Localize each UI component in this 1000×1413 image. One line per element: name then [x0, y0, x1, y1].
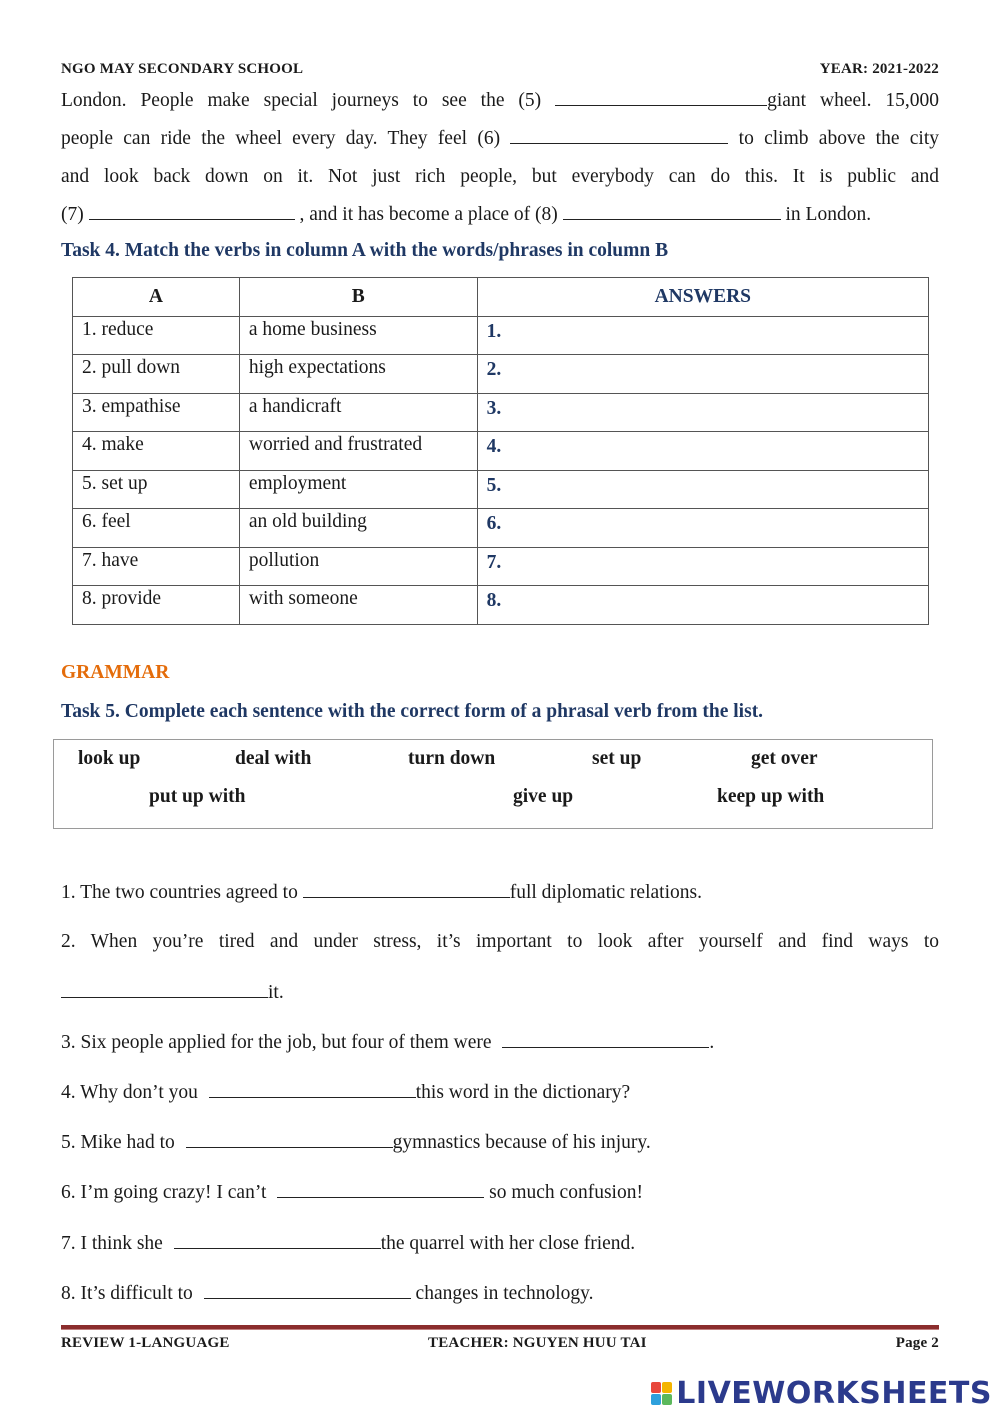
answer-blank[interactable]: [209, 1081, 416, 1098]
page-number: Page 2: [895, 1335, 939, 1351]
sentence-text: the quarrel with her close friend.: [380, 1233, 636, 1254]
answer-blank[interactable]: [174, 1232, 381, 1249]
answer-blank[interactable]: [502, 1031, 709, 1048]
sentence-text: so much confusion!: [484, 1182, 643, 1203]
school-name: NGO MAY SECONDARY SCHOOL: [61, 61, 304, 77]
phrase-cell: with someone: [239, 586, 477, 625]
sentence-4: [61, 1081, 630, 1104]
sentence-text: 5. Mike had to: [61, 1132, 180, 1153]
phrase-cell: high expectations: [239, 355, 477, 394]
answer-cell[interactable]: 4.: [477, 432, 928, 471]
sentence-text: 8. It’s difficult to: [61, 1283, 198, 1304]
passage-line: [61, 120, 939, 158]
word-bank-item: put up with: [149, 786, 246, 807]
verb-cell: 7. have: [73, 547, 240, 586]
blank-6[interactable]: [510, 127, 728, 144]
table-row: [73, 547, 929, 586]
sentence-text: 4. Why don’t you: [61, 1082, 203, 1103]
sentence-3: [61, 1031, 714, 1054]
verb-cell: 6. feel: [73, 509, 240, 548]
sentence-text: 1. The two countries agreed to: [61, 882, 303, 903]
sentence-1: [61, 881, 702, 904]
sentence-6: [61, 1181, 643, 1204]
school-year: YEAR: 2021-2022: [819, 61, 939, 77]
blank-5[interactable]: [555, 89, 767, 106]
answer-blank[interactable]: [61, 981, 268, 998]
sentence-text: changes in technology.: [410, 1283, 594, 1304]
answer-blank[interactable]: [204, 1282, 411, 1299]
answer-cell[interactable]: 3.: [477, 393, 928, 432]
matching-table: [72, 277, 929, 625]
word-bank-item: look up: [78, 748, 141, 769]
passage-line: [61, 82, 939, 120]
answers-header: ANSWERS: [477, 278, 928, 317]
passage-text: giant wheel. 15,000: [767, 90, 939, 111]
verb-cell: 2. pull down: [73, 355, 240, 394]
table-row: [73, 586, 929, 625]
phrase-cell: worried and frustrated: [239, 432, 477, 471]
column-b-header: B: [239, 278, 477, 317]
grammar-heading: GRAMMAR: [61, 662, 170, 683]
task4-title: Task 4. Match the verbs in column A with the words/phrases in column B: [61, 240, 669, 261]
sentence-text: 2. When you’re tired and under stress, it’s important to look after yourself and find ways to: [61, 931, 939, 952]
table-row: [73, 470, 929, 509]
answer-cell[interactable]: 6.: [477, 509, 928, 548]
phrase-cell: a home business: [239, 316, 477, 355]
sentence-text: .: [709, 1032, 715, 1053]
word-bank-item: turn down: [408, 748, 496, 769]
sentence-text: it.: [268, 982, 284, 1003]
sentence-text: 3. Six people applied for the job, but four of them were: [61, 1032, 497, 1053]
sentence-5: [61, 1131, 651, 1154]
table-row: [73, 432, 929, 471]
task5-title: Task 5. Complete each sentence with the correct form of a phrasal verb from the list.: [61, 701, 764, 722]
column-a-header: A: [73, 278, 240, 317]
word-bank-item: give up: [513, 786, 574, 807]
sentence-8: [61, 1282, 594, 1305]
footer-teacher: TEACHER: NGUYEN HUU TAI: [428, 1335, 647, 1351]
table-row: [73, 393, 929, 432]
verb-cell: 3. empathise: [73, 393, 240, 432]
answer-cell[interactable]: 2.: [477, 355, 928, 394]
table-row: [73, 316, 929, 355]
passage-text: to climb above the city: [728, 128, 939, 149]
word-bank-item: set up: [592, 748, 642, 769]
passage-text: , and it has become a place of (8): [294, 204, 563, 225]
blank-7[interactable]: [89, 203, 295, 220]
footer-divider: [61, 1325, 939, 1330]
word-bank: [53, 739, 933, 829]
liveworksheets-icon: [651, 1382, 673, 1406]
reading-passage: [61, 82, 939, 234]
word-bank-item: keep up with: [717, 786, 825, 807]
answer-blank[interactable]: [303, 881, 510, 898]
passage-text: and look back down on it. Not just rich people, but everybody can do this. It is public and: [61, 166, 939, 187]
answer-cell[interactable]: 7.: [477, 547, 928, 586]
answer-cell[interactable]: 5.: [477, 470, 928, 509]
passage-text: London. People make special journeys to see the (5): [61, 90, 556, 111]
passage-text: (7): [61, 204, 89, 225]
liveworksheets-logo[interactable]: [651, 1376, 992, 1411]
answer-blank[interactable]: [186, 1131, 393, 1148]
phrase-cell: a handicraft: [239, 393, 477, 432]
sentence-text: 7. I think she: [61, 1233, 168, 1254]
phrase-cell: employment: [239, 470, 477, 509]
answer-cell[interactable]: 8.: [477, 586, 928, 625]
verb-cell: 5. set up: [73, 470, 240, 509]
answer-cell[interactable]: 1.: [477, 316, 928, 355]
sentence-text: 6. I’m going crazy! I can’t: [61, 1182, 272, 1203]
answer-blank[interactable]: [277, 1181, 484, 1198]
footer-left: REVIEW 1-LANGUAGE: [61, 1335, 230, 1351]
table-row: [73, 355, 929, 394]
sentence-text: gymnastics because of his injury.: [392, 1132, 651, 1153]
table-row: [73, 509, 929, 548]
passage-text: in London.: [780, 204, 872, 225]
sentence-2: [61, 931, 939, 953]
passage-line: [61, 158, 939, 196]
sentence-7: [61, 1232, 635, 1255]
word-bank-item: deal with: [235, 748, 312, 769]
verb-cell: 4. make: [73, 432, 240, 471]
sentence-2-continued: [61, 981, 284, 1004]
phrase-cell: an old building: [239, 509, 477, 548]
passage-line: [61, 196, 939, 234]
sentence-text: full diplomatic relations.: [509, 882, 702, 903]
passage-text: people can ride the wheel every day. They feel (6): [61, 128, 511, 149]
word-bank-item: get over: [751, 748, 818, 769]
blank-8[interactable]: [563, 203, 781, 220]
table-header-row: [73, 278, 929, 317]
sentence-text: this word in the dictionary?: [415, 1082, 631, 1103]
verb-cell: 1. reduce: [73, 316, 240, 355]
verb-cell: 8. provide: [73, 586, 240, 625]
brand-name: LIVEWORKSHEETS: [676, 1376, 992, 1411]
phrase-cell: pollution: [239, 547, 477, 586]
